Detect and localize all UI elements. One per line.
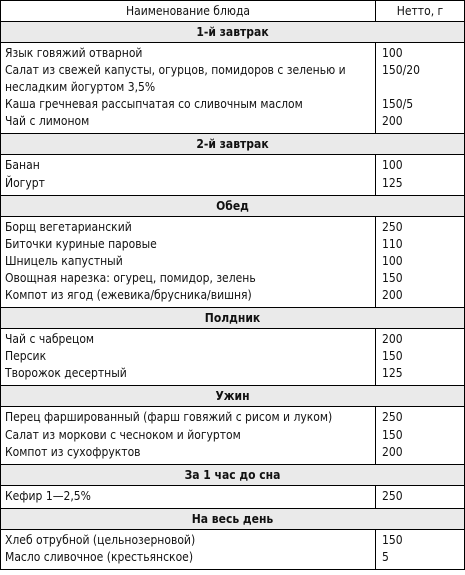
section-header-row [1,22,465,43]
dish-name: Творожок десертный [5,366,127,381]
table-header-row [1,1,465,22]
dish-weight: 100 [382,158,403,173]
section-title: 2-й завтрак [1,134,465,155]
dish-name: Компот из ягод (ежевика/брусника/вишня) [5,288,252,303]
dish-name: Борщ вегетарианский [5,219,132,234]
dish-weight: 125 [382,175,403,190]
dish-list [1,155,376,195]
dish-name: Компот из сухофруктов [5,444,141,459]
section-items-row [1,216,465,307]
section-title: Ужин [1,386,465,407]
section-header-row [1,464,465,485]
dish-name: Йогурт [5,175,45,190]
section-header-row [1,195,465,216]
dish-weight: 150/20 [382,63,420,78]
dish-name: Язык говяжий отварной [5,46,143,60]
dish-list [1,485,376,508]
section-items-row [1,155,465,195]
dish-weight: 150 [382,270,403,285]
dish-weight: 250 [382,410,403,425]
section-items-row [1,329,465,386]
section-header-row [1,308,465,329]
dish-list [1,407,376,464]
weight-list [376,216,465,307]
section-title: Обед [1,195,465,216]
dish-weight: 100 [382,46,403,60]
dish-list [1,216,376,307]
section-header-row [1,508,465,529]
dish-name: Масло сливочное (крестьянское) [5,549,194,564]
section-items-row [1,485,465,508]
dish-list [1,529,376,569]
weight-list [376,529,465,569]
dish-weight: 125 [382,366,403,381]
dish-weight: 200 [382,288,403,303]
section-items-row [1,43,465,134]
section-header-row [1,134,465,155]
dish-weight: 150/5 [382,97,414,112]
dish-weight: 150 [382,349,403,364]
dish-name: Чай с чабрецом [5,332,95,347]
dish-name: Салат из моркови с чесноком и йогуртом [5,427,241,442]
dish-weight: 200 [382,114,403,129]
dish-name: Шницель капустный [5,253,123,268]
section-title: На весь день [1,508,465,529]
section-title: 1-й завтрак [1,22,465,43]
weight-list [376,43,465,134]
section-header-row [1,386,465,407]
weight-list [376,485,465,508]
dish-weight: 150 [382,532,403,547]
section-items-row [1,529,465,569]
dish-name: Персик [5,349,47,364]
dish-name: Хлеб отрубной (цельнозерновой) [5,532,196,547]
dish-weight: 150 [382,427,403,442]
dish-weight: 110 [382,236,403,251]
dish-weight: 250 [382,488,403,503]
weight-list [376,407,465,464]
header-net-weight: Нетто, г [376,1,465,22]
section-items-row [1,407,465,464]
dish-weight: 100 [382,253,403,268]
dish-list [1,43,376,134]
dish-name: Салат из свежей капусты, огурцов, помидоров с зеленью и несладким йогуртом 3,5% [5,63,346,95]
weight-list [376,155,465,195]
weight-list [376,329,465,386]
dish-name: Банан [5,158,40,173]
header-dish-name: Наименование блюда [1,1,376,22]
section-title: За 1 час до сна [1,464,465,485]
dish-weight: 5 [382,549,389,564]
dish-name: Каша гречневая рассыпчатая со сливочным маслом [5,97,303,112]
dish-weight: 250 [382,219,403,234]
dish-name: Биточки куриные паровые [5,236,157,251]
dish-name: Кефир 1—2,5% [5,488,91,503]
dish-name: Овощная нарезка: огурец, помидор, зелень [5,270,256,285]
dish-name: Чай с лимоном [5,114,90,129]
dish-name: Перец фаршированный (фарш говяжий с рисом и луком) [5,410,333,425]
dish-weight: 200 [382,332,403,347]
dish-weight: 200 [382,444,403,459]
dish-list [1,329,376,386]
section-title: Полдник [1,308,465,329]
weight-spacer [382,79,460,96]
